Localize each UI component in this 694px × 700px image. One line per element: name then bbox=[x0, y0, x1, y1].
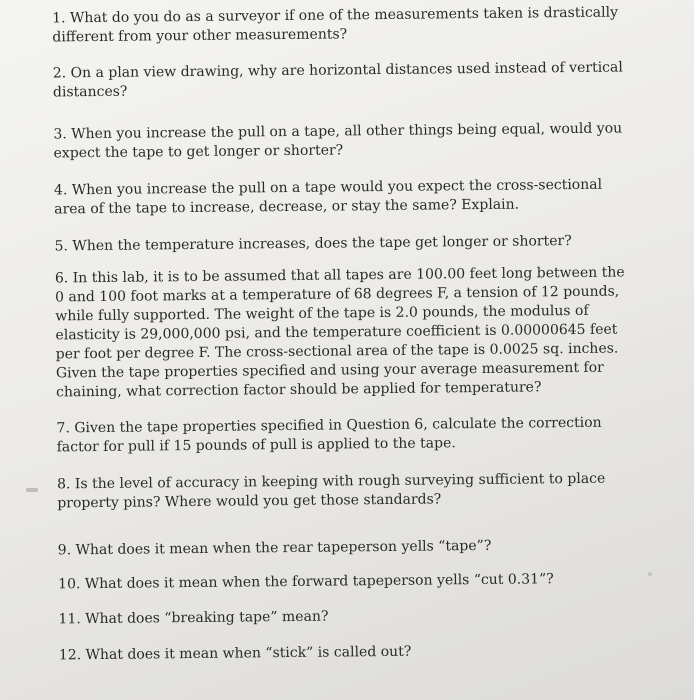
question-3: 3. When you increase the pull on a tape, all other things being equal, would you expect the tape to get longer or shorter? bbox=[53, 120, 623, 162]
question-7: 7. Given the tape properties specified in Question 6, calculate the correction factor for pull if 15 pounds of pull is applied to the tape. bbox=[56, 414, 602, 456]
question-6: 6. In this lab, it is to be assumed that all tapes are 100.00 feet long between the 0 and 100 foot marks at a temperature of 68 degrees F, a tension of 12 pounds, while fully supported. The weight of the tape is 2.0 pounds, the modulus of elasticity is 29,000,000 psi, and the temperature coefficient is 0.00000645 feet per foot per degree F. The cross-sectional area of the tape is 0.0025 sq. inches. Given the tape properties specified and using your average measurement for chaining, what correction factor should be applied for temperature? bbox=[54, 264, 625, 401]
question-10: 10. What does it mean when the forward tapeperson yells “cut 0.31”? bbox=[58, 571, 554, 593]
question-2: 2. On a plan view drawing, why are horizontal distances used instead of vertical distances? bbox=[52, 59, 623, 101]
question-5: 5. When the temperature increases, does the tape get longer or shorter? bbox=[54, 233, 572, 255]
question-12: 12. What does it mean when “stick” is called out? bbox=[58, 643, 412, 664]
question-11: 11. What does “breaking tape” mean? bbox=[58, 608, 329, 628]
question-1: 1. What do you do as a surveyor if one of the measurements taken is drastically different from your other measurements? bbox=[52, 4, 619, 46]
question-9: 9. What does it mean when the rear tapeperson yells “tape”? bbox=[57, 537, 492, 559]
question-8: 8. Is the level of accuracy in keeping with rough surveying sufficient to place property pins? Where would you get those standards? bbox=[56, 470, 606, 512]
paper-smudge bbox=[26, 488, 38, 492]
paper-speck bbox=[648, 572, 652, 576]
question-4: 4. When you increase the pull on a tape would you expect the cross-sectional area of the tape to increase, decrease, or stay the same? Explain. bbox=[53, 176, 603, 218]
